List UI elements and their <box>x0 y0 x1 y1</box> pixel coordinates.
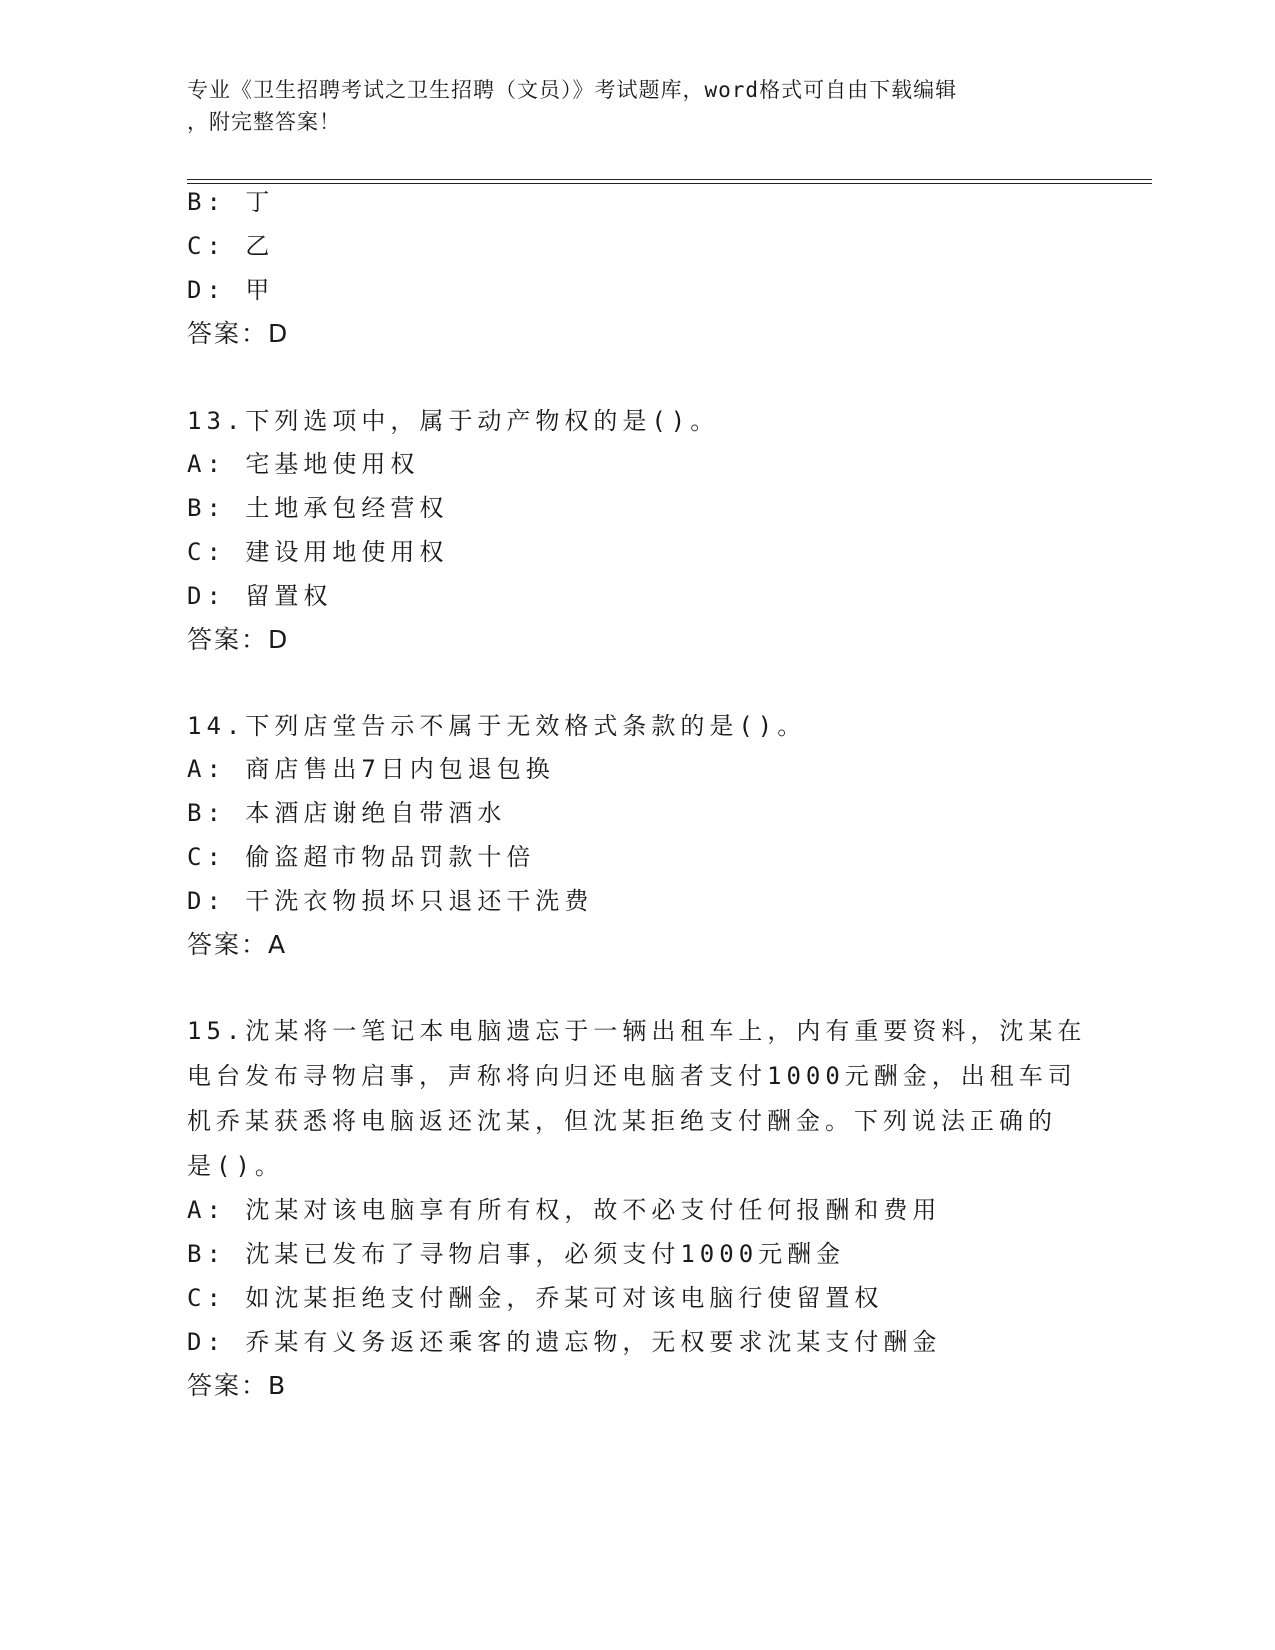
q13-stem: 13.下列选项中，属于动产物权的是()。 <box>187 407 720 435</box>
q14-option-d: D: 干洗衣物损坏只退还干洗费 <box>187 887 594 915</box>
q15-option-d: D: 乔某有义务返还乘客的遗忘物，无权要求沈某支付酬金 <box>187 1328 942 1356</box>
q14-option-b: B: 本酒店谢绝自带酒水 <box>187 799 507 827</box>
q12-option-d: D: 甲 <box>187 276 275 304</box>
q12-option-b: B: 丁 <box>187 188 275 216</box>
q12-answer: 答案：D <box>187 319 290 348</box>
q15-stem-line-3: 机乔某获悉将电脑返还沈某，但沈某拒绝支付酬金。下列说法正确的 <box>187 1107 1057 1135</box>
q14-stem: 14.下列店堂告示不属于无效格式条款的是()。 <box>187 712 807 740</box>
q15-option-c: C: 如沈某拒绝支付酬金，乔某可对该电脑行使留置权 <box>187 1284 884 1312</box>
header-title-line: 专业《卫生招聘考试之卫生招聘（文员）》考试题库，word格式可自由下载编辑 <box>187 78 958 102</box>
q13-answer: 答案：D <box>187 625 290 654</box>
header-title-continuation: ，附完整答案！ <box>187 110 341 134</box>
q13-option-a: A: 宅基地使用权 <box>187 450 420 478</box>
q15-option-b: B: 沈某已发布了寻物启事，必须支付1000元酬金 <box>187 1240 846 1268</box>
header-divider-top <box>187 179 1152 180</box>
document-header <box>187 74 1067 138</box>
q14-option-a: A: 商店售出7日内包退包换 <box>187 755 555 783</box>
q15-answer: 答案：B <box>187 1371 288 1400</box>
q15-stem-line-2: 电台发布寻物启事，声称将向归还电脑者支付1000元酬金，出租车司 <box>187 1062 1077 1090</box>
header-divider-bottom <box>187 183 1152 184</box>
q13-option-d: D: 留置权 <box>187 582 333 610</box>
q13-option-b: B: 土地承包经营权 <box>187 494 449 522</box>
q15-stem-line-4: 是()。 <box>187 1152 284 1180</box>
q14-answer: 答案：A <box>187 930 288 959</box>
q15-stem-line-1: 15.沈某将一笔记本电脑遗忘于一辆出租车上，内有重要资料，沈某在 <box>187 1017 1087 1045</box>
q15-option-a: A: 沈某对该电脑享有所有权，故不必支付任何报酬和费用 <box>187 1196 942 1224</box>
q13-option-c: C: 建设用地使用权 <box>187 538 449 566</box>
q14-option-c: C: 偷盗超市物品罚款十倍 <box>187 843 536 871</box>
q12-option-c: C: 乙 <box>187 232 275 260</box>
